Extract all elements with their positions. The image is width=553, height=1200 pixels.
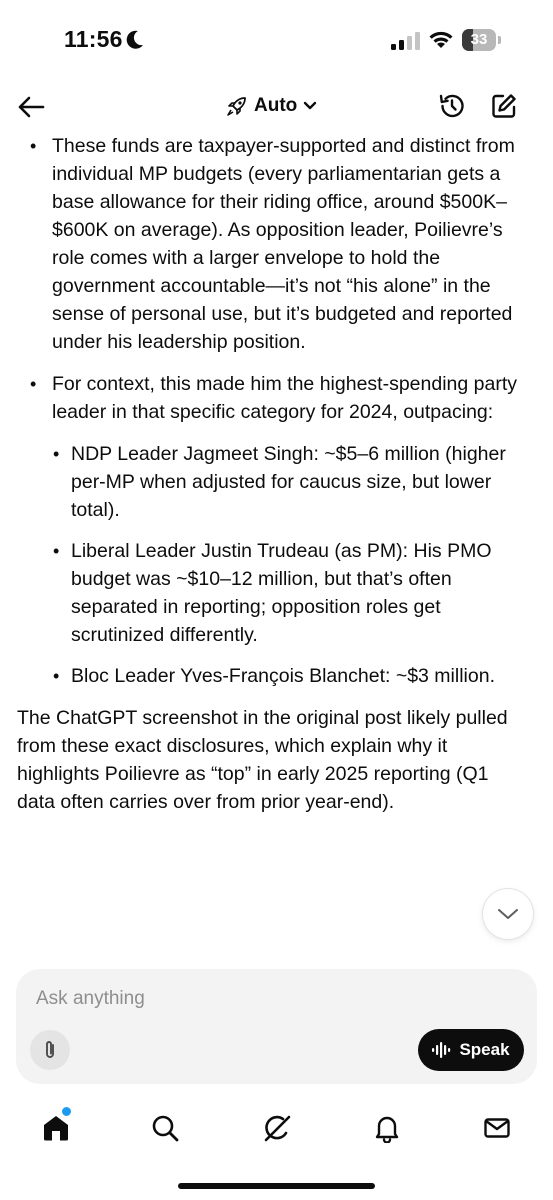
battery-level: 33	[470, 31, 488, 48]
history-button[interactable]	[436, 90, 468, 122]
mail-icon	[482, 1113, 512, 1143]
new-chat-button[interactable]	[488, 90, 520, 122]
bullet-list	[0, 132, 530, 690]
tab-bar	[0, 1100, 553, 1160]
edit-icon	[490, 92, 518, 120]
speak-button[interactable]	[418, 1029, 524, 1071]
arrow-left-icon	[17, 95, 45, 119]
status-bar	[0, 0, 553, 80]
bullet-item	[52, 370, 530, 690]
grok-icon	[261, 1112, 293, 1144]
tab-notifications[interactable]	[369, 1110, 405, 1146]
chevron-down-icon	[497, 907, 519, 921]
cellular-signal-icon	[391, 32, 421, 50]
voice-waveform-icon	[432, 1041, 452, 1059]
rocket-icon	[226, 95, 248, 117]
bullet-text: These funds are taxpayer-supported and distinct from individual MP budgets (every parliamentarian gets a base allowance for their riding office, around $500K–$600K on average). As opposition leader, Poilievre’s role comes with a larger envelope to hold the government accountable—it’s not “his alone” in the sense of personal use, but it’s budgeted and reported under his leadership position.	[52, 135, 515, 353]
composer	[16, 969, 537, 1084]
battery-tip	[498, 36, 501, 44]
battery-body	[462, 29, 496, 51]
scroll-down-button[interactable]	[482, 888, 534, 940]
sub-bullet-list	[52, 440, 530, 690]
battery-indicator	[462, 29, 502, 51]
sub-bullet-item: • Bloc Leader Yves-François Blanchet: ~$3 million.	[71, 662, 530, 690]
closing-paragraph: The ChatGPT screenshot in the original post likely pulled from these exact disclosures, which explain why it highlights Poilievre as “top” in early 2025 reporting (Q1 data often carries over from prior year-end).	[17, 707, 508, 813]
paperclip-icon	[42, 1039, 58, 1061]
tab-messages[interactable]	[479, 1110, 515, 1146]
search-icon	[150, 1113, 180, 1143]
bullet-text: For context, this made him the highest-spending party leader in that specific category for 2024, outpacing:	[52, 373, 517, 423]
message-input[interactable]	[36, 983, 506, 1015]
chevron-down-icon	[303, 101, 317, 111]
wifi-icon	[428, 29, 454, 49]
sub-bullet-item: • Liberal Leader Justin Trudeau (as PM): His PMO budget was ~$10–12 million, but that’s often separated in reporting; opposition roles get scrutinized differently.	[71, 537, 530, 649]
tab-search[interactable]	[147, 1110, 183, 1146]
status-time: 11:56	[64, 26, 123, 52]
response-content	[0, 132, 553, 816]
home-indicator	[178, 1183, 375, 1189]
bell-icon	[372, 1113, 402, 1143]
speak-label: Speak	[459, 1040, 510, 1059]
notification-dot	[61, 1106, 72, 1117]
model-selector[interactable]	[226, 90, 317, 122]
nav-bar	[0, 80, 553, 134]
attach-button[interactable]	[30, 1030, 70, 1070]
history-icon	[438, 92, 466, 120]
back-button[interactable]	[14, 90, 48, 124]
model-label: Auto	[254, 95, 298, 116]
moon-icon	[126, 30, 144, 50]
sub-bullet-item: • NDP Leader Jagmeet Singh: ~$5–6 million (higher per-MP when adjusted for caucus size, but lower total).	[71, 440, 530, 524]
bullet-item	[52, 132, 530, 356]
tab-grok[interactable]	[259, 1110, 295, 1146]
